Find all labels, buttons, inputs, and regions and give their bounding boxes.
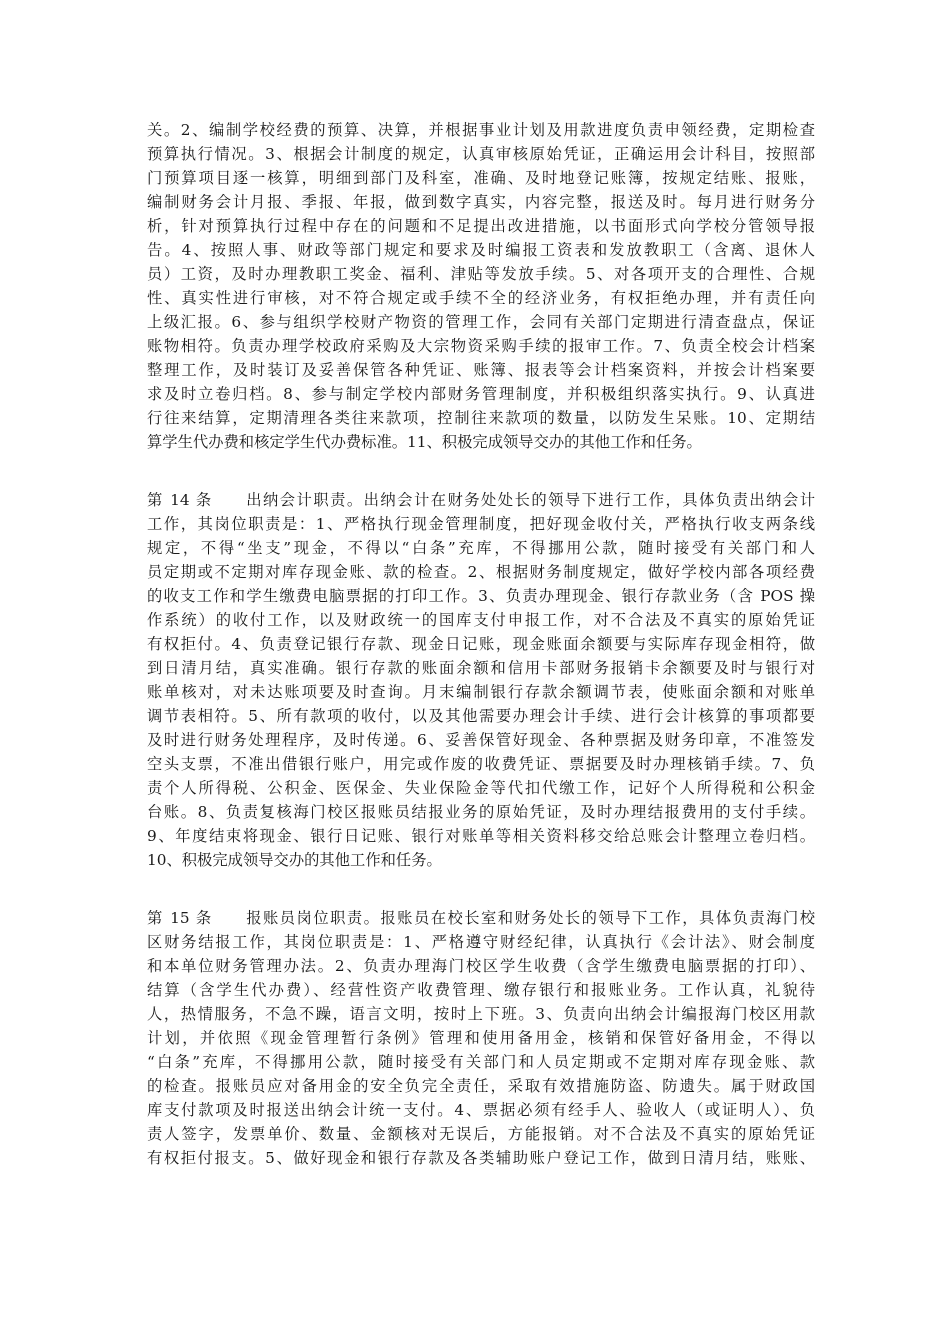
text-line: 到日清月结，真实准确。银行存款的账面余额和信用卡部财务报销卡余额要及时与银行对 xyxy=(147,659,815,677)
text-line: 的检查。报账员应对备用金的安全负完全责任，采取有效措施防盗、防遗失。属于财政国 xyxy=(147,1077,815,1095)
text-line: 性、真实性进行审核，对不符合规定或手续不全的经济业务，有权拒绝办理，并有责任向 xyxy=(147,289,815,307)
text-line: 库支付款项及时报送出纳会计统一支付。4、票据必须有经手人、验收人（或证明人）、负 xyxy=(147,1101,815,1119)
text-line: 账物相符。负责办理学校政府采购及大宗物资采购手续的报审工作。7、负责全校会计档案 xyxy=(147,337,815,355)
text-line: 整理工作，及时装订及妥善保管各种凭证、账簿、报表等会计档案资料，并按会计档案要 xyxy=(147,361,815,379)
text-line: 调节表相符。5、所有款项的收付，以及其他需要办理会计手续、进行会计核算的事项都要 xyxy=(147,707,815,725)
text-line: 责人签字，发票单价、数量、金额核对无误后，方能报销。对不合法及不真实的原始凭证 xyxy=(147,1125,815,1143)
text-line: 员）工资，及时办理教职工奖金、福利、津贴等发放手续。5、对各项开支的合理性、合规 xyxy=(147,265,815,283)
text-line: 的收支工作和学生缴费电脑票据的打印工作。3、负责办理现金、银行存款业务（含 POS 操 xyxy=(147,587,815,605)
text-line: 作系统）的收付工作，以及财政统一的国库支付申报工作，对不合法及不真实的原始凭证 xyxy=(147,611,815,629)
text-line: 析，针对预算执行过程中存在的问题和不足提出改进措施，以书面形式向学校分管领导报 xyxy=(147,217,815,235)
text-line: “白条”充库，不得挪用公款，随时接受有关部门和人员定期或不定期对库存现金账、款 xyxy=(147,1053,815,1071)
text-line: 求及时立卷归档。8、参与制定学校内部财务管理制度，并积极组织落实执行。9、认真进 xyxy=(147,385,815,403)
text-line: 及时进行财务处理程序，及时传递。6、妥善保管好现金、各种票据及财务印章，不准签发 xyxy=(147,731,815,749)
text-line: 编制财务会计月报、季报、年报，做到数字真实，内容完整，报送及时。每月进行财务分 xyxy=(147,193,815,211)
text-line: 算学生代办费和核定学生代办费标准。11、积极完成领导交办的其他工作和任务。 xyxy=(147,433,702,451)
text-line: 预算执行情况。3、根据会计制度的规定，认真审核原始凭证，正确运用会计科目，按照部 xyxy=(147,145,815,163)
text-line: 关。2、编制学校经费的预算、决算，并根据事业计划及用款进度负责申领经费，定期检查 xyxy=(147,121,815,139)
text-line: 规定，不得“坐支”现金，不得以“白条”充库，不得挪用公款，随时接受有关部门和人 xyxy=(147,539,815,557)
article-heading-line: 第 15 条 报账员岗位职责。报账员在校长室和财务处长的领导下工作，具体负责海门校 xyxy=(147,909,815,927)
text-line: 员定期或不定期对库存现金账、款的检查。2、根据财务制度规定，做好学校内部各项经费 xyxy=(147,563,815,581)
text-line: 责个人所得税、公积金、医保金、失业保险金等代扣代缴工作，记好个人所得税和公积金 xyxy=(147,779,815,797)
text-line: 账单核对，对未达账项要及时查询。月末编制银行存款余额调节表，使账面余额和对账单 xyxy=(147,683,815,701)
article-heading-line: 第 14 条 出纳会计职责。出纳会计在财务处处长的领导下进行工作，具体负责出纳会计 xyxy=(147,491,815,509)
text-line: 有权拒付报支。5、做好现金和银行存款及各类辅助账户登记工作，做到日清月结，账账、 xyxy=(147,1149,815,1167)
text-line: 门预算项目逐一核算，明细到部门及科室，准确、及时地登记账簿，按规定结账、报账， xyxy=(147,169,815,187)
text-line: 台账。8、负责复核海门校区报账员结报业务的原始凭证，及时办理结报费用的支付手续。 xyxy=(147,803,815,821)
text-line: 有权拒付。4、负责登记银行存款、现金日记账，现金账面余额要与实际库存现金相符，做 xyxy=(147,635,815,653)
paragraph-article-15 xyxy=(147,906,815,1170)
text-line: 告。4、按照人事、财政等部门规定和要求及时编报工资表和发放教职工（含离、退休人 xyxy=(147,241,815,259)
text-line: 空头支票，不准出借银行账户，用完或作废的收费凭证、票据要及时办理核销手续。7、负 xyxy=(147,755,815,773)
text-line: 人，热情服务，不急不躁，语言文明，按时上下班。3、负责向出纳会计编报海门校区用款 xyxy=(147,1005,815,1023)
document-page xyxy=(147,118,815,1204)
text-line: 结算（含学生代办费）、经营性资产收费管理、缴存银行和报账业务。工作认真，礼貌待 xyxy=(147,981,815,999)
text-line: 9、年度结束将现金、银行日记账、银行对账单等相关资料移交给总账会计整理立卷归档。 xyxy=(147,827,815,845)
text-line: 10、积极完成领导交办的其他工作和任务。 xyxy=(147,851,442,869)
paragraph-continued-article xyxy=(147,118,815,454)
text-line: 计划，并依照《现金管理暂行条例》管理和使用备用金，核销和保管好备用金，不得以 xyxy=(147,1029,815,1047)
text-line: 工作，其岗位职责是：1、严格执行现金管理制度，把好现金收付关，严格执行收支两条线 xyxy=(147,515,815,533)
text-line: 上级汇报。6、参与组织学校财产物资的管理工作，会同有关部门定期进行清查盘点，保证 xyxy=(147,313,815,331)
text-line: 行往来结算，定期清理各类往来款项，控制往来款项的数量，以防发生呆账。10、定期结 xyxy=(147,409,815,427)
text-line: 和本单位财务管理办法。2、负责办理海门校区学生收费（含学生缴费电脑票据的打印）、 xyxy=(147,957,815,975)
text-line: 区财务结报工作，其岗位职责是：1、严格遵守财经纪律，认真执行《会计法》、财会制度 xyxy=(147,933,815,951)
paragraph-article-14 xyxy=(147,488,815,872)
